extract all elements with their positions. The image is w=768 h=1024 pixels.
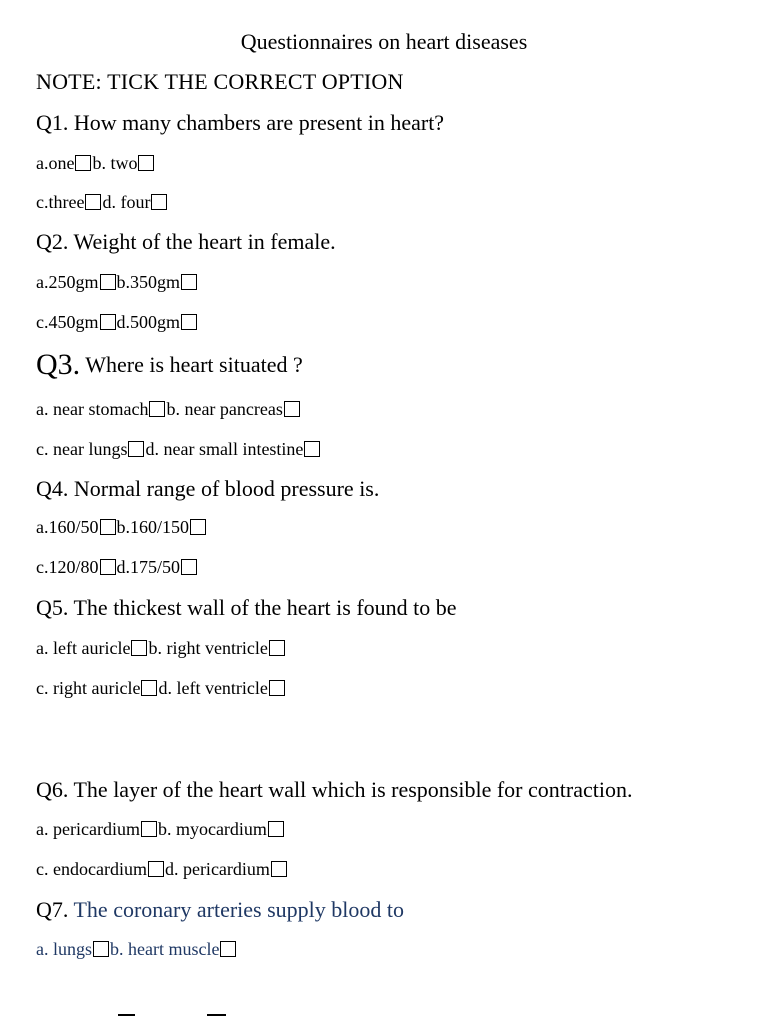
options-row (36, 191, 168, 213)
option-label: b. heart muscle (110, 939, 220, 959)
tick-checkbox[interactable] (100, 314, 116, 330)
question-number: Q3. (36, 348, 81, 381)
option-label: c.120/80 (36, 557, 99, 577)
question-6 (36, 777, 632, 803)
question-number: Q5. (36, 595, 69, 620)
tick-checkbox[interactable] (100, 274, 116, 290)
tick-checkbox[interactable] (304, 441, 320, 457)
option-label: b. two (92, 153, 138, 173)
option-label: c. endocardium (36, 859, 147, 879)
cut-off-options-row (36, 1014, 296, 1024)
tick-checkbox[interactable] (148, 861, 164, 877)
option-label: a.one (36, 153, 75, 173)
options-row (36, 398, 301, 420)
tick-checkbox[interactable] (131, 640, 147, 656)
tick-checkbox[interactable] (93, 941, 109, 957)
question-7 (36, 897, 404, 923)
question-4 (36, 476, 379, 502)
options-row (36, 438, 321, 460)
option-label: a. pericardium (36, 819, 140, 839)
question-1 (36, 110, 444, 136)
tick-checkbox[interactable] (85, 194, 101, 210)
options-row (36, 311, 198, 333)
question-text: Weight of the heart in female. (68, 229, 336, 254)
tick-checkbox[interactable] (141, 680, 157, 696)
question-number: Q1. (36, 110, 69, 135)
question-5 (36, 595, 457, 621)
option-label: c. near lungs (36, 439, 128, 459)
option-label: a. lungs (36, 939, 92, 959)
option-label: b.350gm (116, 272, 181, 292)
option-label: d. pericardium (164, 859, 270, 879)
option-label: c.three (36, 192, 85, 212)
question-text: The thickest wall of the heart is found to be (68, 595, 457, 620)
tick-checkbox[interactable] (181, 559, 197, 575)
question-text: Normal range of blood pressure is. (68, 476, 380, 501)
options-row (36, 637, 286, 659)
question-number: Q6. (36, 777, 69, 802)
option-label: b. near pancreas (166, 399, 283, 419)
tick-checkbox[interactable] (220, 941, 236, 957)
options-row (36, 271, 198, 293)
options-row (36, 152, 155, 174)
question-text: The layer of the heart wall which is responsible for contraction. (68, 777, 633, 802)
tick-checkbox[interactable] (190, 519, 206, 535)
instruction-note: NOTE: TICK THE CORRECT OPTION (36, 69, 404, 94)
tick-checkbox[interactable] (141, 821, 157, 837)
options-row (36, 858, 288, 880)
tick-checkbox[interactable] (284, 401, 300, 417)
tick-checkbox[interactable] (268, 821, 284, 837)
tick-checkbox[interactable] (100, 559, 116, 575)
option-label: a. near stomach (36, 399, 149, 419)
tick-checkbox[interactable] (100, 519, 116, 535)
option-label: d.175/50 (116, 557, 181, 577)
option-label: c.450gm (36, 312, 99, 332)
tick-checkbox[interactable] (138, 155, 154, 171)
question-3 (36, 348, 303, 381)
options-row (36, 818, 285, 840)
question-number: Q4. (36, 476, 69, 501)
tick-checkbox[interactable] (75, 155, 91, 171)
tick-checkbox-partial (207, 1014, 226, 1016)
question-text: The coronary arteries supply blood to (68, 897, 405, 922)
options-row (36, 516, 207, 538)
options-row (36, 677, 286, 699)
tick-checkbox-partial (118, 1014, 135, 1016)
tick-checkbox[interactable] (269, 680, 285, 696)
options-row (36, 938, 237, 960)
page-title: Questionnaires on heart diseases (240, 29, 528, 54)
tick-checkbox[interactable] (151, 194, 167, 210)
option-label: a.160/50 (36, 517, 99, 537)
option-label: d.500gm (116, 312, 181, 332)
question-text: How many chambers are present in heart? (68, 110, 445, 135)
tick-checkbox[interactable] (269, 640, 285, 656)
question-2 (36, 229, 336, 255)
option-label: b. right ventricle (148, 638, 268, 658)
question-number: Q2. (36, 229, 69, 254)
option-label: a. left auricle (36, 638, 131, 658)
tick-checkbox[interactable] (149, 401, 165, 417)
option-label: d. four (102, 192, 151, 212)
option-label: c. right auricle (36, 678, 141, 698)
tick-checkbox[interactable] (181, 274, 197, 290)
option-label: b.160/150 (116, 517, 190, 537)
option-label: d. left ventricle (158, 678, 268, 698)
option-label: d. near small intestine (145, 439, 304, 459)
question-number: Q7. (36, 897, 69, 922)
tick-checkbox[interactable] (128, 441, 144, 457)
question-text: Where is heart situated ? (80, 352, 303, 377)
tick-checkbox[interactable] (181, 314, 197, 330)
options-row (36, 556, 198, 578)
option-label: a.250gm (36, 272, 99, 292)
tick-checkbox[interactable] (271, 861, 287, 877)
option-label: b. myocardium (157, 819, 267, 839)
